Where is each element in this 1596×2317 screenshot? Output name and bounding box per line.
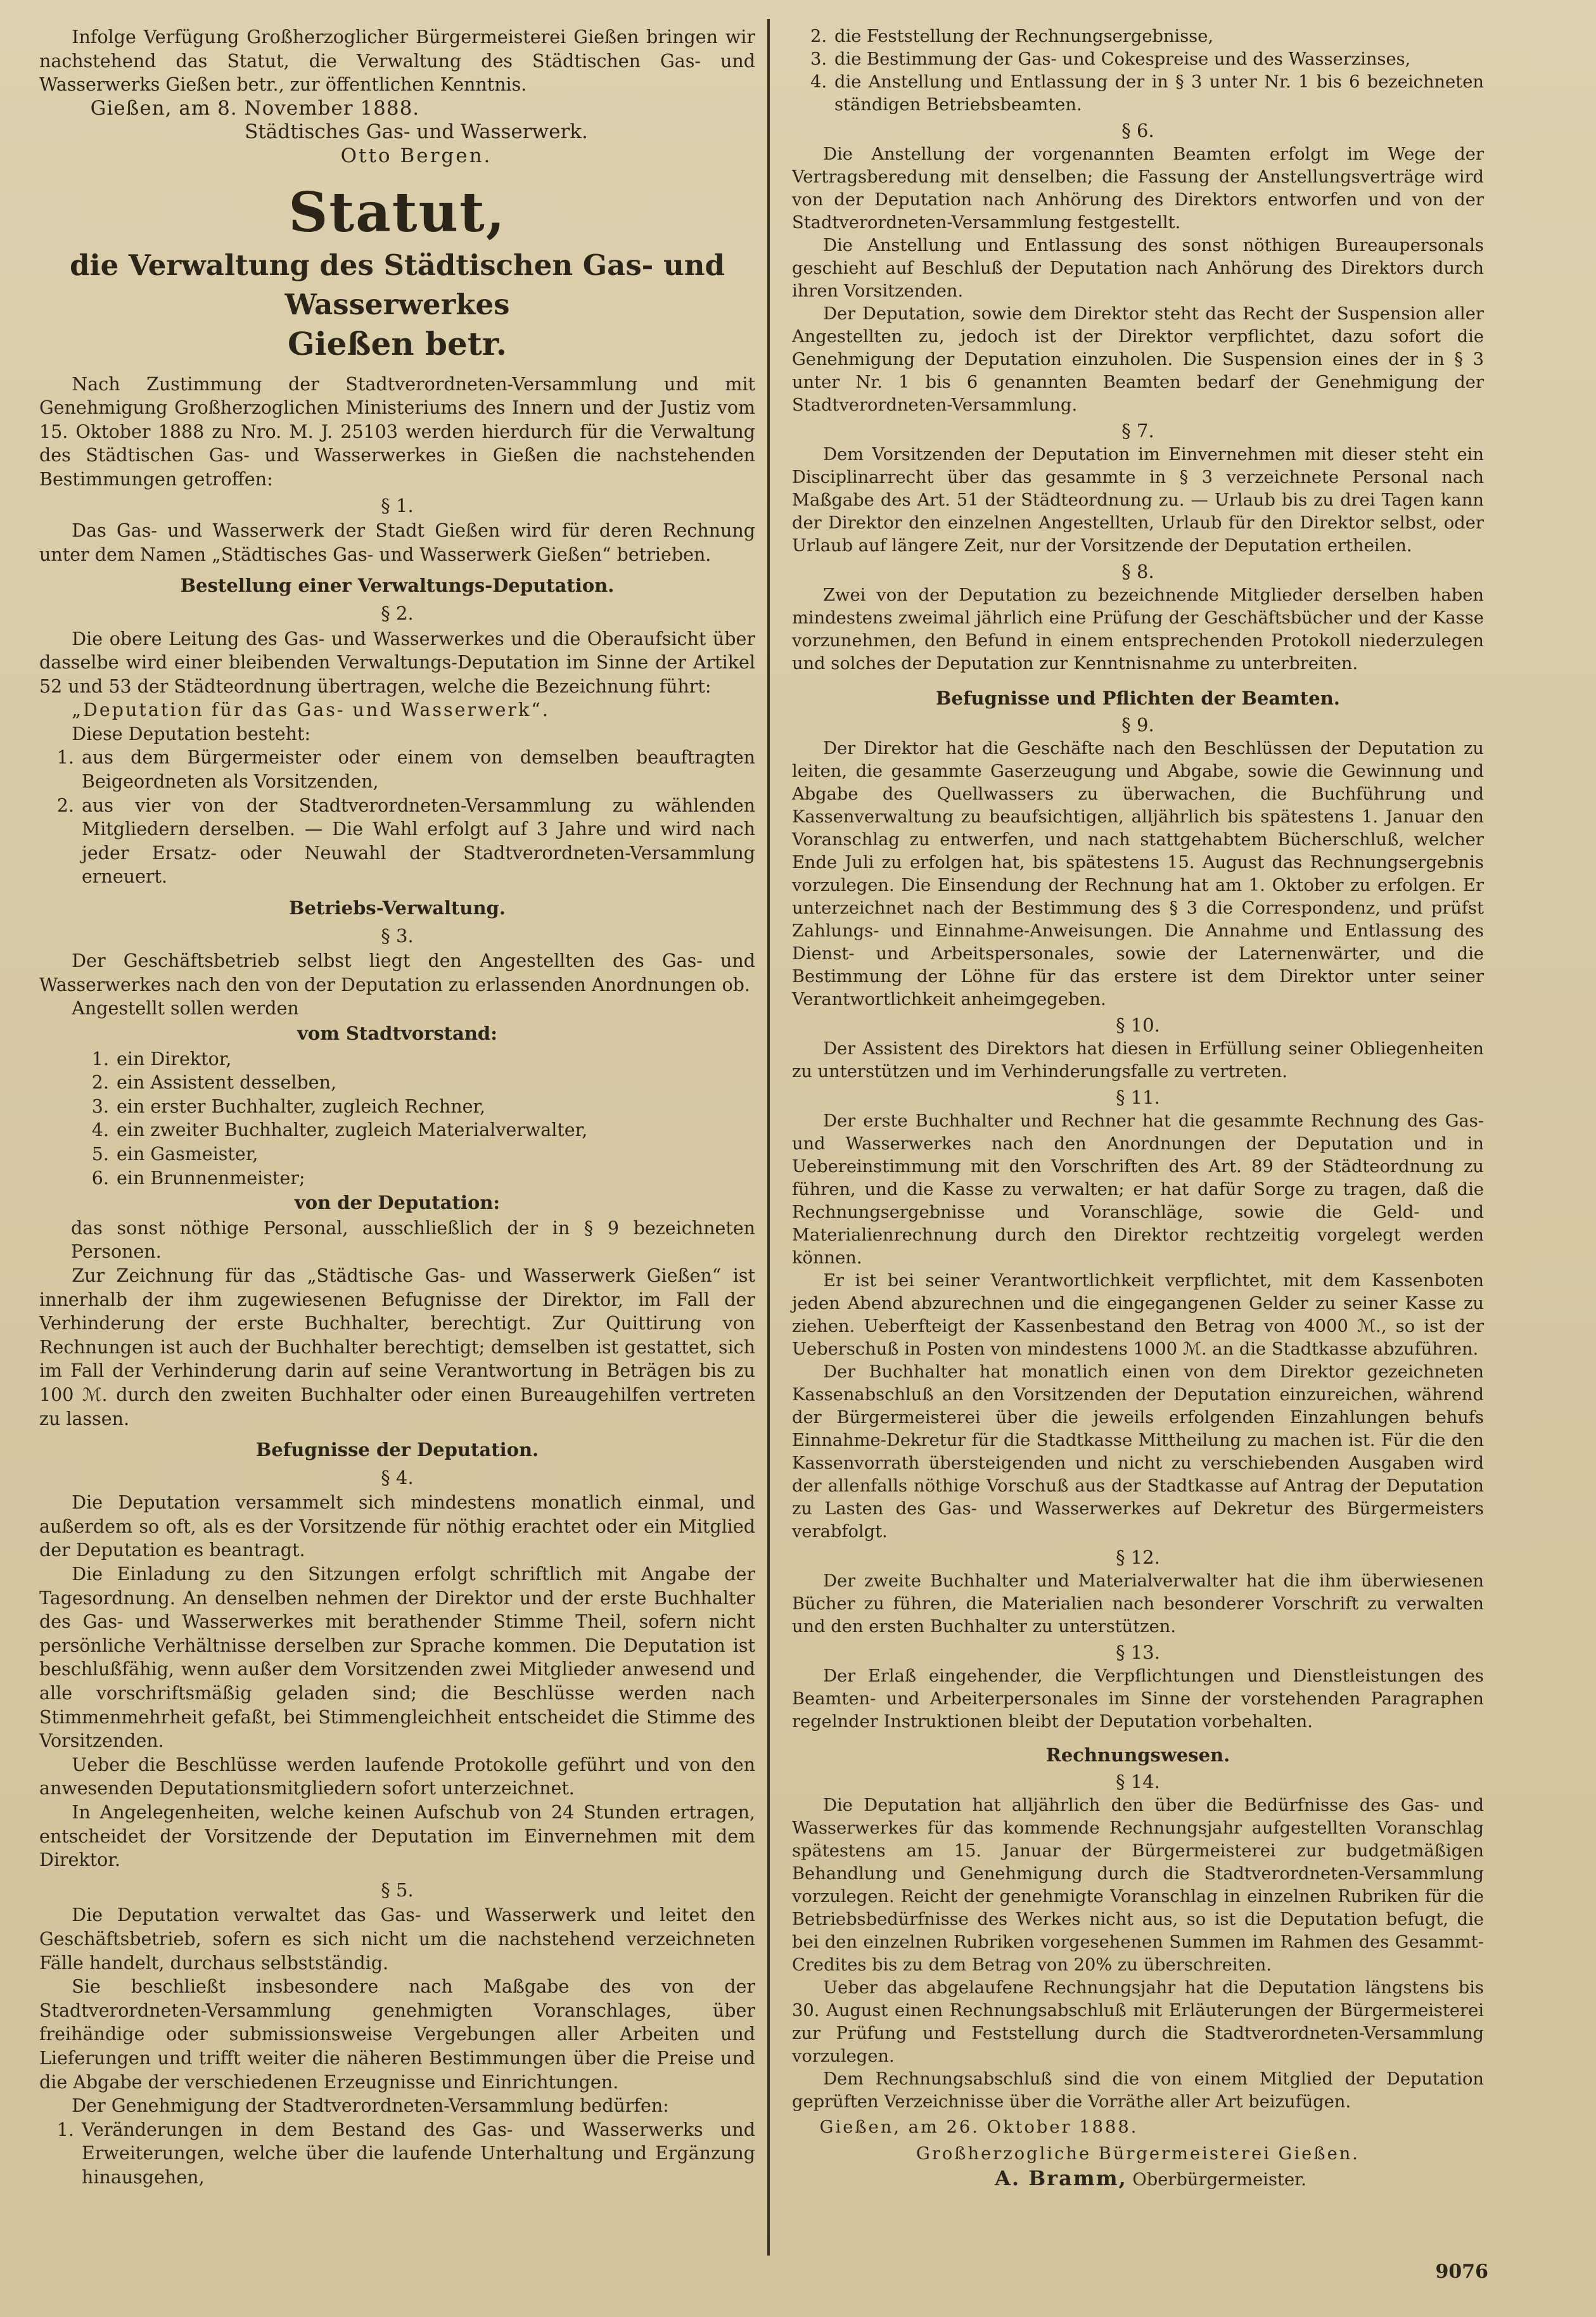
section-5-p3: Der Genehmigung der Stadtverordneten-Versammlung bedürfen:: [72, 2095, 669, 2117]
section-6-p1: Die Anstellung der vorgenannten Beamten erfolgt im Wege der Vertragsberedung mit denselben; die Fassung der Anstellungsverträge wird von der Deputation nach Anhörung des Direktors entworfen und von der Stadtverordneten-Versammlung festgestellt.: [792, 144, 1484, 233]
left-column: [39, 25, 755, 2190]
section-14-label: § 14.: [1116, 1771, 1160, 1792]
intro-announcement: Infolge Verfügung Großherzoglicher Bürgermeisterei Gießen bringen wir nachstehend das Statut, die Verwaltung des Städtischen Gas- und Wasserwerks Gießen betr., zur öffentlichen Kenntnis.: [39, 27, 755, 96]
section-2-name: „Deputation für das Gas- und Wasserwerk“.: [72, 699, 550, 721]
section-10-p1: Der Assistent des Direktors hat diesen in Erfüllung seiner Obliegenheiten zu unterstützen und im Verhinderungsfalle zu vertreten.: [792, 1039, 1484, 1082]
list-item: 6. ein Brunnenmeister;: [91, 1167, 305, 1189]
section-5-list-continued: [792, 25, 1484, 117]
section-3-label: § 3.: [381, 924, 414, 947]
section-13-label: § 13.: [1116, 1642, 1160, 1663]
intro-signer: Otto Bergen.: [340, 144, 492, 167]
right-column: [792, 25, 1484, 2192]
section-1-text: Das Gas- und Wasserwerk der Stadt Gießen wird für deren Rechnung unter dem Namen „Städtisches Gas- und Wasserwerk Gießen“ betrieben.: [39, 520, 755, 565]
section-3-angestellt: Angestellt sollen werden: [72, 998, 299, 1019]
section-12-p1: Der zweite Buchhalter und Materialverwalter hat die ihm überwiesenen Bücher zu führen, die Materialien nach besonderer Vorschrift zu verwalten und den ersten Buchhalter zu unterstützen.: [792, 1571, 1484, 1637]
section-11-label: § 11.: [1116, 1087, 1160, 1108]
intro-date: Gießen, am 8. November 1888.: [90, 96, 420, 120]
section-12-label: § 12.: [1116, 1547, 1160, 1568]
section-6-p3: Der Deputation, sowie dem Direktor steht das Recht der Suspension aller Angestellten zu, jedoch ist der Direktor verpflichtet, dazu sofort die Genehmigung der Deputation einzuholen. Die Suspension eines der in § 3 unter Nr. 1 bis 6 genannten Beamten bedarf der Genehmigung der Stadtverordneten-Versammlung.: [792, 304, 1484, 415]
section-11-p3: Der Buchhalter hat monatlich einen von dem Direktor gezeichneten Kassenabschluß an den Vorsitzenden der Deputation einzureichen, während der Bürgermeisterei über die jeweils erfolgenden Einzahlungen behufs Einnahme-Dekretur für die Stadtkasse Mittheilung zu machen ist. Für die den Kassenvorrath übersteigenden und nicht zu verschiebenden Ausgaben wird der allenfalls nöthige Vorschuß aus der Stadtkasse auf Antrag der Deputation zu Lasten des Gas- und Wasserwerkes auf Dekretur des Bürgermeisters verabfolgt.: [792, 1362, 1484, 1541]
list-item: 5. ein Gasmeister,: [91, 1143, 259, 1165]
closing-date: Gießen, am 26. Oktober 1888.: [819, 2117, 1139, 2137]
section-3-von-heading: von der Deputation:: [294, 1192, 501, 1214]
list-item: 1. aus dem Bürgermeister oder einem von demselben beauftragten Beigeordneten als Vorsitzenden,: [56, 747, 755, 793]
list-item: 2. die Feststellung der Rechnungsergebnisse,: [810, 27, 1214, 46]
section-9-label: § 9.: [1121, 714, 1154, 736]
section-2-consists: Diese Deputation besteht:: [72, 723, 311, 744]
column-divider: [767, 19, 770, 2256]
section-2-label: § 2.: [381, 602, 414, 624]
section-10-label: § 10.: [1116, 1014, 1160, 1036]
preamble: Nach Zustimmung der Stadtverordneten-Versammlung und mit Genehmigung Großherzoglichen Ministeriums des Innern und der Justiz vom 15. Oktober 1888 zu Nro. M. J. 25103 werden hierdurch für die Verwaltung des Städtischen Gas- und Wasserwerkes in Gießen die nachstehenden Bestimmungen getroffen:: [39, 373, 755, 490]
page-number: 9076: [1435, 2261, 1488, 2283]
section-1-label: § 1.: [381, 494, 414, 516]
list-item: 2. aus vier von der Stadtverordneten-Versammlung zu wählenden Mitgliedern derselben. — Die Wahl erfolgt auf 3 Jahre und wird nach jeder Ersatz- oder Neuwahl der Stadtverordneten-Versammlung erneuert.: [56, 795, 755, 888]
section-2-text: Die obere Leitung des Gas- und Wasserwerkes und die Oberaufsicht über dasselbe wird einer bleibenden Verwaltungs-Deputation im Sinne der Artikel 52 und 53 der Städteordnung übertragen, welche die Bezeichnung führt:: [39, 628, 755, 697]
section-4-p3: Ueber die Beschlüsse werden laufende Protokolle geführt und von den anwesenden Deputationsmitgliedern sofort unterzeichnet.: [39, 1754, 755, 1799]
section-4-label: § 4.: [381, 1466, 414, 1488]
section-14-p2: Ueber das abgelaufene Rechnungsjahr hat die Deputation längstens bis 30. August einen Rechnungsabschluß mit Erläuterungen der Bürgermeisterei zur Prüfung und Feststellung durch die Stadtverordneten-Versammlung vorzulegen.: [792, 1978, 1484, 2066]
statute-subtitle: die Verwaltung des Städtischen Gas- und Wasserwerkes: [70, 248, 725, 321]
section-3-vom-heading: vom Stadtvorstand:: [297, 1023, 497, 1044]
section-14-p1: Die Deputation hat alljährlich den über die Bedürfnisse des Gas- und Wasserwerkes für das kommende Rechnungsjahr aufgestellten Voranschlag spätestens am 15. Januar der Bürgermeisterei zur budgetmäßigen Behandlung und Genehmigung durch die Stadtverordneten-Versammlung vorzulegen. Reicht der genehmigte Voranschlag in einzelnen Rubriken für die Betriebsbedürfnisse des Werkes nicht aus, so ist die Deputation befugt, die bei den einzelnen Rubriken vorgesehenen Summen im Rahmen des Gesammt-Credites bis zu dem Betrag von 20% zu überschreiten.: [792, 1796, 1484, 1975]
section-5-list-start: [39, 2118, 755, 2190]
section-6-label: § 6.: [1121, 120, 1154, 141]
section-6-p2: Die Anstellung und Entlassung des sonst nöthigen Bureaupersonals geschieht auf Beschluß der Deputation nach Anhörung des Direktors durch ihren Vorsitzenden.: [792, 236, 1484, 301]
section-7-p1: Dem Vorsitzenden der Deputation im Einvernehmen mit dieser steht ein Disciplinarrecht über das gesammte in § 3 verzeichnete Personal nach Maßgabe des Art. 51 der Städteordnung zu. — Urlaub bis zu drei Tagen kann der Direktor den einzelnen Angestellten, Urlaub für den Direktor selbst, oder Urlaub auf längere Zeit, nur der Vorsitzende der Deputation ertheilen.: [792, 445, 1484, 556]
list-item: 4. die Anstellung und Entlassung der in § 3 unter Nr. 1 bis 6 bezeichneten ständigen Betriebsbeamten.: [810, 72, 1484, 115]
list-item: 1. Veränderungen in dem Bestand des Gas- und Wasserwerks und Erweiterungen, welche über die laufende Unterhaltung und Ergänzung hinausgehen,: [56, 2119, 755, 2188]
section-2-list: [39, 746, 755, 889]
signer-title: Oberbürgermeister.: [1132, 2170, 1306, 2190]
statute-subtitle-place: Gießen betr.: [287, 324, 508, 362]
closing-signature: [792, 2167, 1484, 2192]
section-3-von-text: das sonst nöthige Personal, ausschließlich der in § 9 bezeichneten Personen.: [71, 1217, 755, 1263]
section-4-p1: Die Deputation versammelt sich mindestens monatlich einmal, und außerdem so oft, als es der Vorsitzende für nöthig erachtet oder ein Mitglied der Deputation es beantragt.: [39, 1492, 755, 1561]
heading-rechnungswesen: Rechnungswesen.: [1045, 1744, 1230, 1766]
list-item: 3. die Bestimmung der Gas- und Cokespreise und des Wasserzinses,: [810, 49, 1411, 69]
section-8-label: § 8.: [1121, 561, 1154, 582]
list-item: 2. ein Assistent desselben,: [91, 1072, 337, 1094]
section-5-p2: Sie beschließt insbesondere nach Maßgabe des von der Stadtverordneten-Versammlung genehmigten Voranschlages, über freihändige oder submissionsweise Vergebungen aller Arbeiten und Lieferungen und trifft weiter die näheren Bestimmungen über die Preise und die Abgabe der verschiedenen Erzeugnisse und Einrichtungen.: [39, 1976, 755, 2093]
intro-organization: Städtisches Gas- und Wasserwerk.: [245, 120, 588, 144]
section-3-signing: Zur Zeichnung für das „Städtische Gas- und Wasserwerk Gießen“ ist innerhalb der ihm zugewiesenen Befugnisse der Direktor, im Fall der Verhinderung der erste Buchhalter, berechtigt. Zur Quittirung von Rechnungen ist auch der Buchhalter berechtigt; demselben ist gestattet, sich im Fall der Verhinderung darin auf seine Verantwortung in Beträgen bis zu 100 ℳ. durch den zweiten Buchhalter oder einen Bureaugehilfen vertreten zu lassen.: [39, 1265, 755, 1429]
section-14-p3: Dem Rechnungsabschluß sind die von einem Mitglied der Deputation geprüften Verzeichnisse über die Vorräthe aller Art beizufügen.: [792, 2069, 1484, 2112]
heading-deputation: Bestellung einer Verwaltungs-Deputation.: [180, 575, 615, 597]
list-item: 1. ein Direktor,: [91, 1048, 232, 1069]
section-9-p1: Der Direktor hat die Geschäfte nach den Beschlüssen der Deputation zu leiten, die gesammte Gaserzeugung und Abgabe, sowie die Gewinnung und Abgabe des Quellwassers zu überwachen, die Buchführung und Kassenverwaltung zu beaufsichtigen, alljährlich bis spätestens 1. Januar den Voranschlag zu entwerfen, und nach stattgehabtem Bücherschluß, welcher Ende Juli zu erfolgen hat, bis spätestens 15. August das Rechnungsergebnis vorzulegen. Die Einsendung der Rechnung hat am 1. Oktober zu erfolgen. Er unterzeichnet nach der Bestimmung des § 3 die Correspondenz, und prüfst Zahlungs- und Einnahme-Anweisungen. Die Annahme und Entlassung des Dienst- und Arbeitspersonales, sowie der Laternenwärter, und die Bestimmung der Löhne für das erstere ist dem Direktor unter seiner Verantwortlichkeit anheimgegeben.: [792, 739, 1484, 1009]
section-3-vom-list: [39, 1047, 755, 1190]
heading-beamten: Befugnisse und Pflichten der Beamten.: [936, 687, 1340, 709]
section-5-label: § 5.: [381, 1879, 414, 1901]
section-5-p1: Die Deputation verwaltet das Gas- und Wasserwerk und leitet den Geschäftsbetrieb, sofern es sich nicht um die nachstehend verzeichneten Fälle handelt, durchaus selbstständig.: [39, 1905, 755, 1974]
section-4-p2: Die Einladung zu den Sitzungen erfolgt schriftlich mit Angabe der Tagesordnung. An denselben nehmen der Direktor und der erste Buchhalter des Gas- und Wasserwerkes mit berathender Stimme Theil, sofern nicht persönliche Verhältnisse derselben zur Sprache kommen. Die Deputation ist beschlußfähig, wenn außer dem Vorsitzenden zwei Mitglieder anwesend und alle vorschriftsmäßig geladen sind; die Beschlüsse werden nach Stimmenmehrheit gefaßt, bei Stimmengleichheit entscheidet die Stimme des Vorsitzenden.: [39, 1564, 755, 1752]
heading-befugnisse: Befugnisse der Deputation.: [255, 1439, 539, 1461]
section-8-p1: Zwei von der Deputation zu bezeichnende Mitglieder derselben haben mindestens zweimal jährlich eine Prüfung der Geschäftsbücher und der Kasse vorzunehmen, den Befund in einem entsprechenden Protokoll niederzulegen und solches der Deputation zur Kenntnisnahme zu unterbreiten.: [792, 585, 1484, 673]
section-13-p1: Der Erlaß eingehender, die Verpflichtungen und Dienstleistungen des Beamten- und Arbeiterpersonales im Sinne der vorstehenden Paragraphen regelnder Instruktionen bleibt der Deputation vorbehalten.: [792, 1666, 1484, 1732]
statute-title: Statut,: [288, 180, 506, 245]
section-3-text: Der Geschäftsbetrieb selbst liegt den Angestellten des Gas- und Wasserwerkes nach den von der Deputation zu erlassenden Anordnungen ob.: [39, 950, 755, 995]
section-11-p2: Er ist bei seiner Verantwortlichkeit verpflichtet, mit dem Kassenboten jeden Abend abzurechnen und die eingegangenen Gelder zu seiner Kasse zu ziehen. Ueberfteigt der Kassenbestand den Betrag von 4000 ℳ., so ist der Ueberschuß in Posten von mindestens 1000 ℳ. an die Stadtkasse abzuführen.: [792, 1271, 1484, 1359]
signer-name: A. Bramm,: [995, 2166, 1127, 2190]
section-7-label: § 7.: [1121, 420, 1154, 442]
section-11-p1: Der erste Buchhalter und Rechner hat die gesammte Rechnung des Gas- und Wasserwerkes nach den Anordnungen der Deputation und in Uebereinstimmung mit den Vorschriften des Art. 89 der Städteordnung zu führen, und die Kasse zu verwalten; er hat dafür Sorge zu tragen, daß die Rechnungsergebnisse und Voranschläge, sowie die Geld- und Materialienrechnung durch den Direktor rechtzeitig vorgelegt werden können.: [792, 1111, 1484, 1268]
closing-authority: Großherzogliche Bürgermeisterei Gießen.: [916, 2144, 1360, 2164]
list-item: 3. ein erster Buchhalter, zugleich Rechner,: [91, 1095, 486, 1117]
heading-betrieb: Betriebs-Verwaltung.: [289, 897, 506, 919]
section-4-p4: In Angelegenheiten, welche keinen Aufschub von 24 Stunden ertragen, entscheidet der Vorsitzende der Deputation im Einvernehmen mit dem Direktor.: [39, 1802, 755, 1871]
list-item: 4. ein zweiter Buchhalter, zugleich Materialverwalter,: [91, 1120, 588, 1141]
